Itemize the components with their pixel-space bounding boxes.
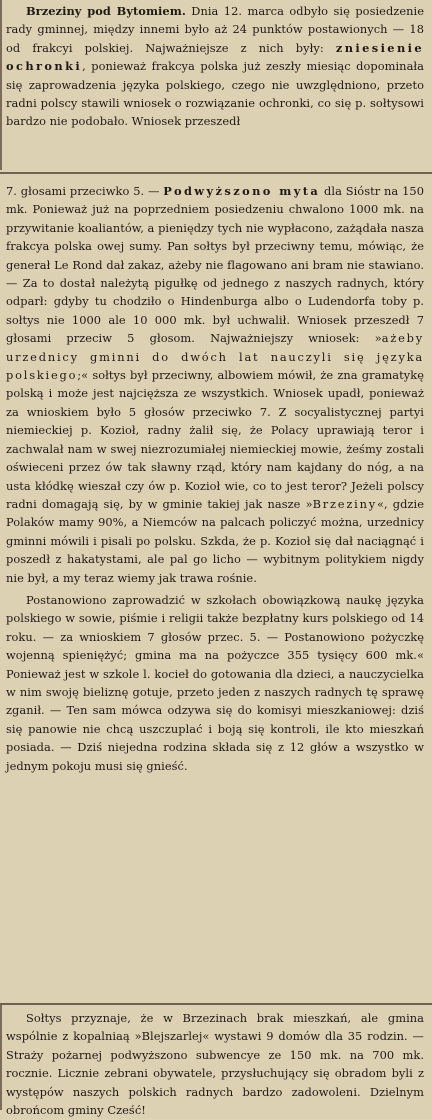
clip-divider — [0, 1003, 432, 1005]
paragraph: Postanowiono zaprowadzić w szkołach obowiązkową naukę języka polskiego w sowie, piśmie i religii także bezpłatny kurs polskiego od 14 roku. — za wnioskiem 7 głosów przec. 5. — Postanowiono pożyczkę wojenną spieniężyć; gmina ma na pożyczce 355 tysięcy 600 mk.« Ponieważ jest w szkole l. kocieł do gotowania dla dzieci, a nauczycielka w nim swoję bieliznę gotuje, przeto jeden z naszych radnych tę sprawę zganił. — Ten sam mówca odzywa się do komisyi mieszkaniowej: dziś się panowie nie chcą uszczuplać i boją się kontroli, ile kto mieszkań posiada. — Dziś niejedna rodzina składa się z 12 głów a wszystko w jednym pokoju musi się gnieść. — [6, 592, 424, 773]
place-heading: Brzeziny pod Bytomiem. — [26, 4, 186, 18]
spaced-text: Podwyższono myta — [163, 184, 321, 198]
clip-divider — [0, 172, 432, 174]
paragraph: Sołtys przyznaje, że w Brzezinach brak mieszkań, ale gmina wspólnie z kopalniaą »Blejszarlej« wystawi 9 domów dla 35 rodzin. — Straży pożarnej podwyższono subwencye ze 150 mk. na 700 mk. rocznie. Licznie zebrani obywatele, przysłuchujący się obradom byli z występów naszych polskich radnych bardzo zadowoleni. Dzielnym obrońcom gminy Cześć! — [6, 1011, 424, 1118]
spaced-text: Brzeziny — [312, 496, 377, 511]
paragraph — [6, 2, 424, 131]
article-clip-2 — [6, 182, 424, 775]
article-clip-3 — [6, 1009, 424, 1119]
text-run: 7. głosami przeciwko 5. — — [6, 184, 164, 198]
article-clip-1 — [6, 2, 424, 131]
paragraph — [6, 182, 424, 587]
text-run: dla Sióstr na 150 mk. Ponieważ już na poprzedniem posiedzeniu chwalono 1000 mk. na przywitanie koaliantów, a pieniędzy tych nie wypłacono, zażądała nasza frakcya polska owej sumy. Pan sołtys był przeciwny temu, mówiąc, że generał Le Rond dał zakaz, ażeby nie flagowano ani bram nie stawiano. — Za to dostał należytą pigułkę od jednego z naszych radnych, który odparł: gdyby tu chodziło o Hindenburga albo o Ludendorfa toby p. sołtys nie 1000 ale 10 000 mk. był uchwalił. Wniosek przeszedł 7 głosami przeciw 5 głosom. Najważniejszy wniosek: » — [6, 184, 425, 346]
spaced-text: ażeby urzednicy gminni do dwóch lat nauczyli się języka polskiego — [6, 331, 424, 383]
text-run: Dnia 12. marca odbyło się posiedzenie rady gminnej, między innemi było aż 24 punktów postawionych — 18 od frakcyi polskiej. Najważniejsze z nich były: — [6, 4, 424, 55]
text-run: , ponieważ frakcya polska już zeszły miesiąc dopominała się zaprowadzenia języka polskiego, czego nie uwzględniono, przeto radni polscy stawili wniosek o rozwiązanie ochronki, co się p. sołtysowi bardzo nie podobało. Wniosek przeszedł — [6, 59, 424, 129]
spaced-text: zniesienie ochronki — [6, 40, 424, 74]
text-run: ;« sołtys był przeciwny, albowiem mówił, że zna gramatykę polską i może jest najcięższa ze wszystkich. Wniosek upadł, ponieważ za wnioskiem było 5 głosów przeciwko 7. Z socyalistycznej partyi niemieckiej p. Kozioł, radny żalił się, że Polacy uprawiają teror i zachwalał nam w swej niezrozumiałej niemieckiej mowie, żeśmy zostali oświeceni przez ów tak sławny rząd, który nam kajdany do nóg, a na usta kłódkę wieszał czy ów p. Kozioł wie, co to jest teror? Jeżeli polscy radni domagają się, by w gminie takiej jak nasze » — [6, 368, 424, 511]
text-run: «, gdzie Polaków mamy 90%, a Niemców na palcach policzyć można, urzednicy gminni mówili i pisali po polsku. Szkda, że p. Kozioł się dał naciągnąć i poszedł z hakatystami, ale pal go licho — wybitnym politykiem nigdy nie był, a my teraz wiemy jak trawa rośnie. — [6, 496, 424, 585]
left-border — [0, 0, 2, 170]
left-border — [0, 1005, 2, 1110]
